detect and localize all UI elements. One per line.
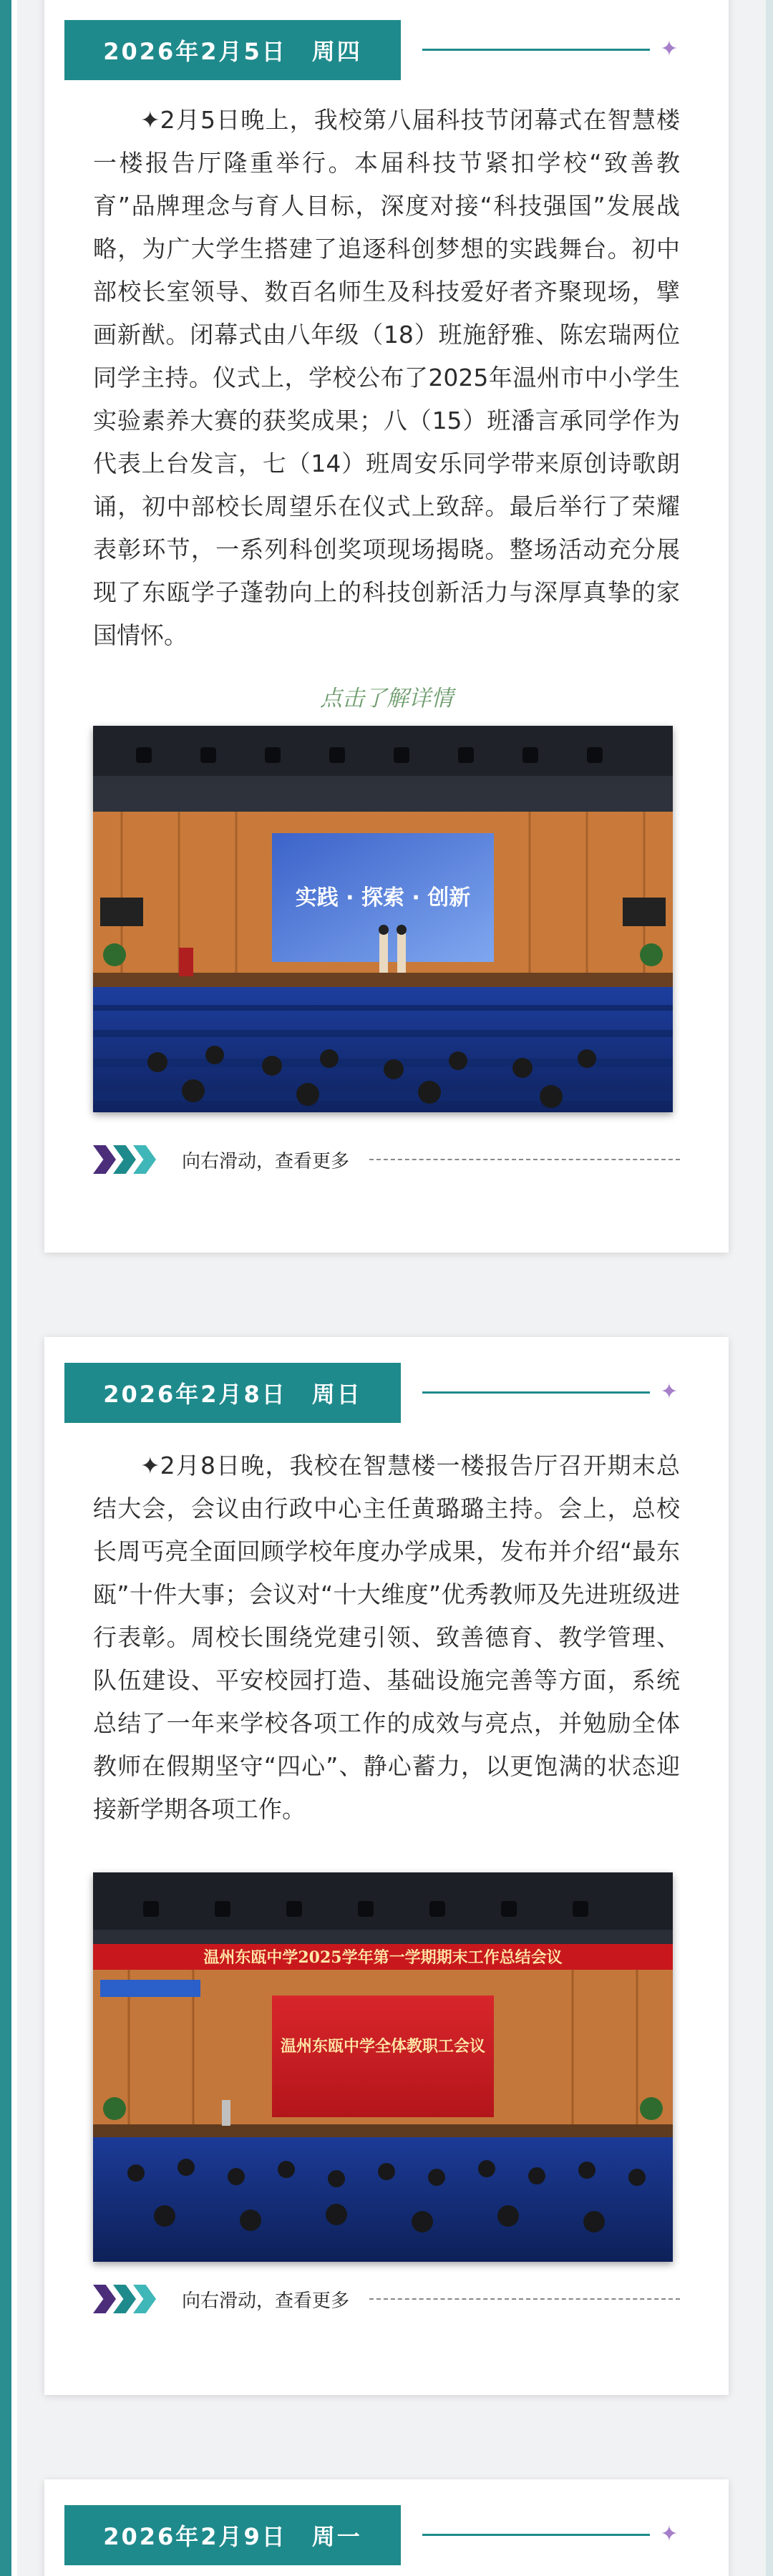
date-label: 2026年2月8日 周日 <box>103 1381 362 1408</box>
swipe-hint-text: 向右滑动，查看更多 <box>182 1150 350 1172</box>
dashed-divider <box>369 2298 680 2300</box>
date-label: 2026年2月9日 周一 <box>103 2523 362 2550</box>
swipe-hint-text: 向右滑动，查看更多 <box>182 2290 350 2312</box>
sparkle-icon: ✦ <box>660 1379 679 1404</box>
swipe-hint-row[interactable] <box>93 1145 680 1174</box>
dashed-divider <box>369 1159 680 1160</box>
details-link[interactable]: 点击了解详情 <box>320 686 453 711</box>
news-card-feb-8 <box>44 1337 729 2395</box>
triple-chevron-right-icon <box>93 1145 162 1174</box>
date-header <box>64 20 401 80</box>
header-divider-line <box>422 2534 650 2536</box>
page-border-left <box>0 0 11 2576</box>
swipe-hint-row[interactable] <box>93 2285 680 2313</box>
auditorium-photo-staff-meeting[interactable] <box>93 1872 673 2262</box>
sparkle-icon: ✦ <box>660 37 679 62</box>
date-header <box>64 1363 401 1423</box>
page-border-right <box>766 0 773 2576</box>
news-card-feb-9 <box>44 2479 729 2576</box>
date-header <box>64 2505 401 2565</box>
article-body: ✦2月5日晚上，我校第八届科技节闭幕式在智慧楼一楼报告厅隆重举行。本届科技节紧扣学校“致善教育”品牌理念与育人目标，深度对接“科技强国”发展战略，为广大学生搭建了追逐科创梦想的实践舞台。初中部校长室领导、数百名师生及科技爱好者齐聚现场，擘画新猷。闭幕式由八年级（18）班施舒雅、陈宏瑞两位同学主持。仪式上，学校公布了2025年温州市中小学生实验素养大赛的获奖成果；八（15）班潘言承同学作为代表上台发言，七（14）班周安乐同学带来原创诗歌朗诵，初中部校长周望乐在仪式上致辞。最后举行了荣耀表彰环节，一系列科创奖项现场揭晓。整场活动充分展现了东瓯学子蓬勃向上的科技创新活力与深厚真挚的家国情怀。 <box>93 106 680 649</box>
photo-banner-text: 温州东瓯中学2025学年第一学期期末工作总结会议 <box>203 1948 563 1967</box>
auditorium-photo-illustration <box>93 726 673 1112</box>
sparkle-icon: ✦ <box>660 2522 679 2547</box>
auditorium-photo-closing-ceremony[interactable] <box>93 726 673 1112</box>
meeting-screen-text: 温州东瓯中学全体教职工会议 <box>280 2037 486 2056</box>
triple-chevron-right-icon <box>93 2285 162 2313</box>
news-card-feb-5 <box>44 0 729 1253</box>
date-label: 2026年2月5日 周四 <box>103 38 362 65</box>
article-body: ✦2月8日晚，我校在智慧楼一楼报告厅召开期末总结大会，会议由行政中心主任黄璐璐主持。会上，总校长周丐亮全面回顾学校年度办学成果，发布并介绍“最东瓯”十件大事；会议对“十大维度”优秀教师及先进班级进行表彰。周校长围绕党建引领、致善德育、教学管理、队伍建设、平安校园打造、基础设施完善等方面，系统总结了一年来学校各项工作的成效与亮点，并勉励全体教师在假期坚守“四心”、静心蓄力，以更饱满的状态迎接新学期各项工作。 <box>93 1452 680 1823</box>
header-divider-line <box>422 1391 650 1394</box>
header-divider-line <box>422 49 650 51</box>
stage-screen-text: 实践 · 探索 · 创新 <box>295 885 471 910</box>
meeting-photo-illustration <box>93 1872 673 2262</box>
